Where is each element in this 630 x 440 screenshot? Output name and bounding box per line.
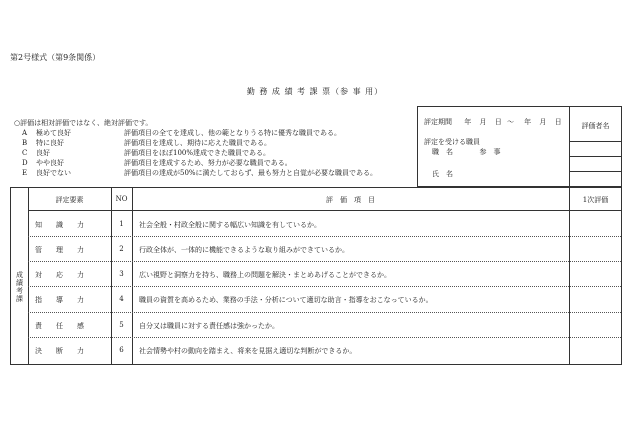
- evaluation-period: [424, 117, 562, 127]
- row-divider: [28, 261, 621, 262]
- grade-letter: E: [22, 169, 28, 177]
- evaluation-table: [10, 187, 622, 365]
- grade-label: 良好でない: [36, 169, 71, 177]
- section-label: 成績考課: [15, 271, 24, 303]
- row-number: 5: [119, 321, 124, 329]
- row-element: 対 応 力: [35, 271, 84, 279]
- row-divider: [28, 286, 621, 287]
- row-number: 2: [119, 245, 124, 253]
- row-number: 6: [119, 346, 124, 354]
- job-title-row: [432, 147, 500, 157]
- grade-row: [14, 128, 341, 138]
- grading-note: ○評価は相対評価ではなく、絶対評価です。: [14, 119, 153, 127]
- evaluator-divider: [570, 141, 621, 142]
- grade-letter: A: [22, 129, 28, 137]
- employee-name-row[interactable]: [432, 169, 453, 179]
- evaluator-signature-field[interactable]: [570, 171, 621, 172]
- row-element: 責 任 感: [35, 322, 84, 330]
- grade-row: [14, 148, 271, 158]
- header-item: 評 価 項 目: [326, 196, 375, 204]
- row-item: 社会情勢や村の動向を踏まえ、将来を見据え適切な判断ができるか。: [139, 347, 357, 355]
- row-element: 管 理 力: [35, 246, 84, 254]
- header-first-eval: 1次評価: [582, 196, 609, 204]
- first-eval-cell[interactable]: [570, 313, 622, 336]
- row-divider: [28, 236, 621, 237]
- job-title-value: 参 事: [479, 148, 501, 156]
- row-element: 決 断 力: [35, 347, 84, 355]
- period-end-day[interactable]: 日: [554, 118, 562, 126]
- row-item: 広い視野と洞察力を持ち、職務上の問題を解決・まとめあげることができるか。: [139, 271, 391, 279]
- period-tilde: 〜: [506, 118, 514, 126]
- grade-letter: B: [22, 139, 28, 147]
- period-year[interactable]: 年: [464, 118, 472, 126]
- grade-letter: D: [22, 159, 28, 167]
- row-item: 職員の資質を高めるため、業務の手法・分析について適切な助言・指導をおこなっているか。: [139, 296, 433, 304]
- period-end-month[interactable]: 月: [539, 118, 547, 126]
- period-label: 評定期間: [424, 118, 452, 126]
- grade-row: [14, 168, 377, 178]
- grade-label: やや良好: [36, 159, 64, 167]
- grade-description: 評価項目を達成するため、努力が必要な職員である。: [124, 159, 292, 167]
- row-divider: [28, 210, 621, 211]
- first-eval-cell[interactable]: [570, 262, 622, 285]
- evaluator-box: [569, 106, 622, 187]
- evaluator-label: 評価者名: [581, 122, 610, 130]
- header-element: 評定要素: [55, 196, 84, 204]
- grade-description: 評価項目を達成し、期待に応えた職員である。: [124, 139, 271, 147]
- first-eval-cell[interactable]: [570, 211, 622, 235]
- grade-description: 評価項目をほぼ100%達成できた職員である。: [124, 149, 271, 157]
- grade-description: 評価項目の達成が50%に満たしておらず、最も努力と自覚が必要な職員である。: [124, 169, 377, 177]
- row-divider: [28, 337, 621, 338]
- first-eval-cell[interactable]: [570, 237, 622, 260]
- period-end-year[interactable]: 年: [524, 118, 532, 126]
- document-title: 勤 務 成 績 考 課 票（参 事 用）: [246, 87, 384, 96]
- row-number: 4: [119, 295, 124, 303]
- grade-row: [14, 138, 271, 148]
- row-element: 指 導 力: [35, 296, 84, 304]
- grade-label: 極めて良好: [36, 129, 71, 137]
- row-element: 知 識 力: [35, 221, 84, 229]
- row-number: 1: [119, 220, 124, 228]
- form-number: 第2号様式（第9条関係）: [10, 53, 101, 62]
- grade-description: 評価項目の全てを達成し、他の範となりうる特に優秀な職員である。: [124, 129, 341, 137]
- first-eval-cell[interactable]: [570, 287, 622, 311]
- target-employee-label: 評定を受ける職員: [424, 138, 480, 146]
- row-item: 自分又は職員に対する責任感は強かったか。: [139, 322, 279, 330]
- job-title-label: 職 名: [432, 148, 453, 156]
- grade-label: 特に良好: [36, 139, 64, 147]
- header-no: NO: [115, 195, 128, 203]
- employee-name-label: 氏 名: [432, 170, 453, 178]
- grade-label: 良好: [36, 149, 50, 157]
- period-month[interactable]: 月: [479, 118, 487, 126]
- row-number: 3: [119, 270, 124, 278]
- evaluation-period-box: [417, 106, 570, 187]
- row-item: 社会全般・村政全般に関する幅広い知識を有しているか。: [139, 221, 321, 229]
- row-divider: [28, 312, 621, 313]
- first-eval-cell[interactable]: [570, 338, 622, 364]
- grade-letter: C: [22, 149, 28, 157]
- evaluator-divider: [570, 156, 621, 157]
- period-day[interactable]: 日: [494, 118, 502, 126]
- grade-row: [14, 158, 292, 168]
- row-item: 行政全体が、一体的に機能できるような取り組みができているか。: [139, 246, 349, 254]
- grading-legend: [14, 118, 377, 178]
